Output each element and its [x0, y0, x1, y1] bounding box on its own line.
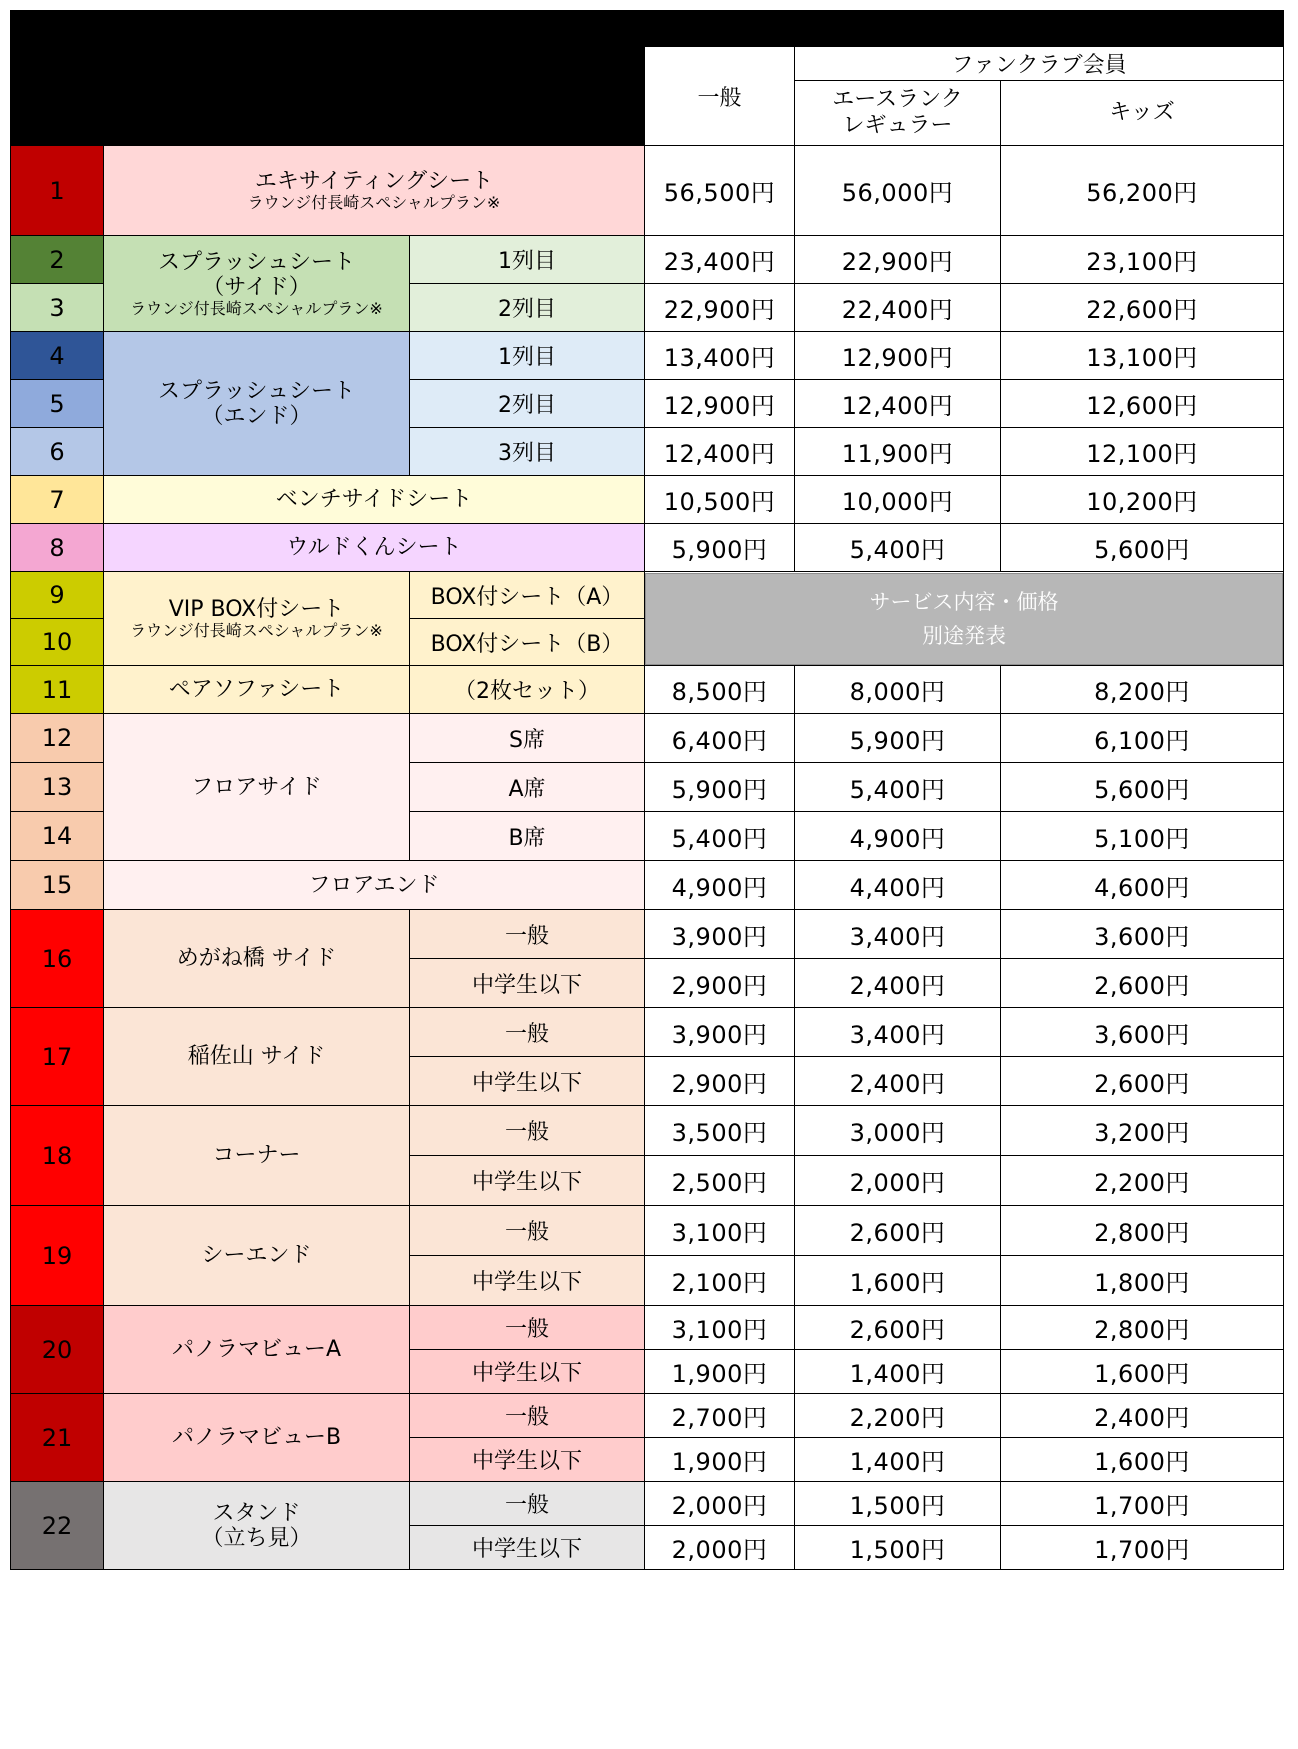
ace-price: 1,500円	[795, 1482, 1001, 1526]
seat-name-sub: （エンド）	[201, 403, 312, 429]
seat-row-label: 2列目	[410, 284, 645, 332]
general-price: 5,400円	[645, 812, 795, 861]
ticket-type-label: 中学生以下	[410, 959, 645, 1008]
seat-number: 12	[11, 714, 104, 763]
general-price: 2,100円	[645, 1256, 795, 1306]
ace-price: 22,400円	[795, 284, 1001, 332]
seat-note: ラウンジ付長崎スペシャルプラン※	[130, 621, 383, 640]
table-row	[11, 714, 1284, 763]
seat-row-label: B席	[410, 812, 645, 861]
ticket-type-label: 中学生以下	[410, 1438, 645, 1482]
kids-price: 12,100円	[1001, 428, 1284, 476]
seat-number: 8	[11, 524, 104, 572]
ace-price: 12,900円	[795, 332, 1001, 380]
table-row	[11, 1482, 1284, 1526]
seat-row-label: 3列目	[410, 428, 645, 476]
kids-price: 2,600円	[1001, 959, 1284, 1008]
general-price: 2,000円	[645, 1526, 795, 1570]
ticket-type-label: 中学生以下	[410, 1526, 645, 1570]
general-price: 3,900円	[645, 910, 795, 959]
kids-price: 1,600円	[1001, 1350, 1284, 1394]
ace-rank-label: エースランク	[832, 87, 963, 112]
fanclub-header: ファンクラブ会員	[795, 47, 1284, 81]
seat-number: 6	[11, 428, 104, 476]
table-row	[11, 332, 1284, 380]
general-price: 1,900円	[645, 1350, 795, 1394]
general-price: 22,900円	[645, 284, 795, 332]
ace-price: 4,400円	[795, 861, 1001, 910]
ace-price: 3,000円	[795, 1106, 1001, 1156]
price-table	[10, 10, 1283, 1739]
seat-row-label: 1列目	[410, 332, 645, 380]
seat-number: 3	[11, 284, 104, 332]
seat-name-text: エキサイティングシート	[254, 169, 494, 194]
general-price: 2,900円	[645, 1057, 795, 1106]
regular-label: レギュラー	[842, 113, 953, 138]
seat-name-text: スプラッシュシート	[157, 378, 356, 404]
table-row	[11, 666, 1284, 714]
ace-price: 3,400円	[795, 1008, 1001, 1057]
seat-row-label: A席	[410, 763, 645, 812]
seat-name	[104, 572, 410, 666]
seat-number: 21	[11, 1394, 104, 1482]
ace-price: 10,000円	[795, 476, 1001, 524]
table-row	[11, 1306, 1284, 1350]
seat-name-sub: （サイド）	[202, 274, 311, 300]
general-price: 13,400円	[645, 332, 795, 380]
seat-name: 稲佐山 サイド	[104, 1008, 410, 1106]
seat-name: ベンチサイドシート	[104, 476, 645, 524]
ace-price: 2,600円	[795, 1306, 1001, 1350]
table-row	[11, 1008, 1284, 1057]
ace-price: 11,900円	[795, 428, 1001, 476]
ace-price: 1,500円	[795, 1526, 1001, 1570]
seat-number: 1	[11, 146, 104, 236]
seat-name: パノラマビューA	[104, 1306, 410, 1394]
kids-price: 1,800円	[1001, 1256, 1284, 1306]
kids-price: 1,600円	[1001, 1438, 1284, 1482]
ace-price: 4,900円	[795, 812, 1001, 861]
seat-row-label: BOX付シート（B）	[410, 619, 645, 666]
kids-price: 1,700円	[1001, 1482, 1284, 1526]
seat-number: 22	[11, 1482, 104, 1570]
table-row	[11, 236, 1284, 284]
table-row	[11, 1206, 1284, 1256]
kids-price: 1,700円	[1001, 1526, 1284, 1570]
seat-row-label: 1列目	[410, 236, 645, 284]
ticket-type-label: 一般	[410, 1482, 645, 1526]
general-price: 56,500円	[645, 146, 795, 236]
kids-price: 23,100円	[1001, 236, 1284, 284]
ticket-type-label: 中学生以下	[410, 1256, 645, 1306]
kids-price: 3,200円	[1001, 1106, 1284, 1156]
service-notice-line2: 別途発表	[922, 623, 1007, 648]
ticket-type-label: 一般	[410, 1394, 645, 1438]
general-price: 4,900円	[645, 861, 795, 910]
ace-regular-header	[795, 81, 1001, 146]
seat-number: 9	[11, 572, 104, 619]
table-row	[11, 861, 1284, 910]
ace-price: 12,400円	[795, 380, 1001, 428]
seat-name: ペアソファシート	[104, 666, 410, 714]
seat-row-label: 2列目	[410, 380, 645, 428]
seat-number: 10	[11, 619, 104, 666]
kids-price: 2,800円	[1001, 1306, 1284, 1350]
seat-number: 7	[11, 476, 104, 524]
seat-name	[104, 1482, 410, 1570]
ticket-type-label: 一般	[410, 1106, 645, 1156]
kids-price: 5,600円	[1001, 524, 1284, 572]
kids-price: 2,800円	[1001, 1206, 1284, 1256]
seat-note: ラウンジ付長崎スペシャルプラン※	[247, 193, 501, 212]
ace-price: 5,900円	[795, 714, 1001, 763]
seat-note: ラウンジ付長崎スペシャルプラン※	[130, 298, 383, 318]
seat-number: 2	[11, 236, 104, 284]
table-row	[11, 1106, 1284, 1156]
kids-price: 5,100円	[1001, 812, 1284, 861]
general-price: 2,700円	[645, 1394, 795, 1438]
general-price: 3,500円	[645, 1106, 795, 1156]
ace-price: 2,200円	[795, 1394, 1001, 1438]
seat-number: 20	[11, 1306, 104, 1394]
ace-price: 22,900円	[795, 236, 1001, 284]
seat-name	[104, 332, 410, 476]
general-price: 2,500円	[645, 1156, 795, 1206]
seat-name	[104, 146, 645, 236]
kids-price: 22,600円	[1001, 284, 1284, 332]
kids-price: 8,200円	[1001, 666, 1284, 714]
table-row	[11, 146, 1284, 236]
ace-price: 2,000円	[795, 1156, 1001, 1206]
general-price: 5,900円	[645, 763, 795, 812]
seat-number: 14	[11, 812, 104, 861]
general-price: 23,400円	[645, 236, 795, 284]
seat-number: 19	[11, 1206, 104, 1306]
general-price: 3,900円	[645, 1008, 795, 1057]
kids-price: 3,600円	[1001, 1008, 1284, 1057]
table-row	[11, 910, 1284, 959]
service-notice-line1: サービス内容・価格	[869, 589, 1059, 614]
general-price: 3,100円	[645, 1306, 795, 1350]
general-price: 3,100円	[645, 1206, 795, 1256]
seat-number: 18	[11, 1106, 104, 1206]
kids-price: 2,600円	[1001, 1057, 1284, 1106]
ace-price: 2,400円	[795, 1057, 1001, 1106]
general-price: 6,400円	[645, 714, 795, 763]
seat-number: 4	[11, 332, 104, 380]
seat-name: フロアサイド	[104, 714, 410, 861]
ace-price: 8,000円	[795, 666, 1001, 714]
kids-price: 2,200円	[1001, 1156, 1284, 1206]
seat-number: 15	[11, 861, 104, 910]
ace-price: 1,600円	[795, 1256, 1001, 1306]
seat-number: 5	[11, 380, 104, 428]
kids-price: 4,600円	[1001, 861, 1284, 910]
ticket-type-label: 一般	[410, 910, 645, 959]
seat-row-label: S席	[410, 714, 645, 763]
ticket-type-label: 中学生以下	[410, 1350, 645, 1394]
ace-price: 2,400円	[795, 959, 1001, 1008]
general-price: 10,500円	[645, 476, 795, 524]
ace-price: 2,600円	[795, 1206, 1001, 1256]
seat-number: 11	[11, 666, 104, 714]
seat-name: コーナー	[104, 1106, 410, 1206]
ticket-type-label: 一般	[410, 1206, 645, 1256]
ace-price: 1,400円	[795, 1438, 1001, 1482]
service-notice	[645, 572, 1284, 666]
seat-number: 17	[11, 1008, 104, 1106]
seat-row-label: BOX付シート（A）	[410, 572, 645, 619]
ticket-type-label: 一般	[410, 1008, 645, 1057]
kids-price: 2,400円	[1001, 1394, 1284, 1438]
kids-price: 5,600円	[1001, 763, 1284, 812]
kids-price: 3,600円	[1001, 910, 1284, 959]
kids-price: 56,200円	[1001, 146, 1284, 236]
kids-price: 10,200円	[1001, 476, 1284, 524]
general-price: 5,900円	[645, 524, 795, 572]
general-price: 8,500円	[645, 666, 795, 714]
table-row	[11, 572, 1284, 619]
ticket-type-label: 一般	[410, 1306, 645, 1350]
ticket-type-label: 中学生以下	[410, 1057, 645, 1106]
presale-price-header: 前売価格	[645, 11, 1284, 47]
seat-name: ウルドくんシート	[104, 524, 645, 572]
ace-price: 5,400円	[795, 763, 1001, 812]
general-price: 1,900円	[645, 1438, 795, 1482]
seat-name	[104, 236, 410, 332]
header-blank	[11, 11, 645, 146]
general-price-header: 一般	[645, 47, 795, 146]
seat-number: 16	[11, 910, 104, 1008]
ticket-type-label: 中学生以下	[410, 1156, 645, 1206]
kids-price: 13,100円	[1001, 332, 1284, 380]
kids-header: キッズ	[1001, 81, 1284, 146]
seat-name: めがね橋 サイド	[104, 910, 410, 1008]
seat-name-text: VIP BOX付シート	[168, 597, 345, 622]
seat-name-text: スタンド	[212, 1500, 301, 1526]
general-price: 2,900円	[645, 959, 795, 1008]
seat-name-sub: （立ち見）	[201, 1525, 312, 1551]
ace-price: 1,400円	[795, 1350, 1001, 1394]
general-price: 12,900円	[645, 380, 795, 428]
seat-name: フロアエンド	[104, 861, 645, 910]
general-price: 2,000円	[645, 1482, 795, 1526]
kids-price: 12,600円	[1001, 380, 1284, 428]
table-row	[11, 524, 1284, 572]
table-row	[11, 1394, 1284, 1438]
ace-price: 3,400円	[795, 910, 1001, 959]
seat-name: シーエンド	[104, 1206, 410, 1306]
seat-row-label: （2枚セット）	[410, 666, 645, 714]
seat-name: パノラマビューB	[104, 1394, 410, 1482]
general-price: 12,400円	[645, 428, 795, 476]
ace-price: 56,000円	[795, 146, 1001, 236]
ace-price: 5,400円	[795, 524, 1001, 572]
seat-number: 13	[11, 763, 104, 812]
service-notice-box	[645, 573, 1283, 665]
table-row	[11, 476, 1284, 524]
seat-name-text: スプラッシュシート	[157, 249, 356, 275]
kids-price: 6,100円	[1001, 714, 1284, 763]
